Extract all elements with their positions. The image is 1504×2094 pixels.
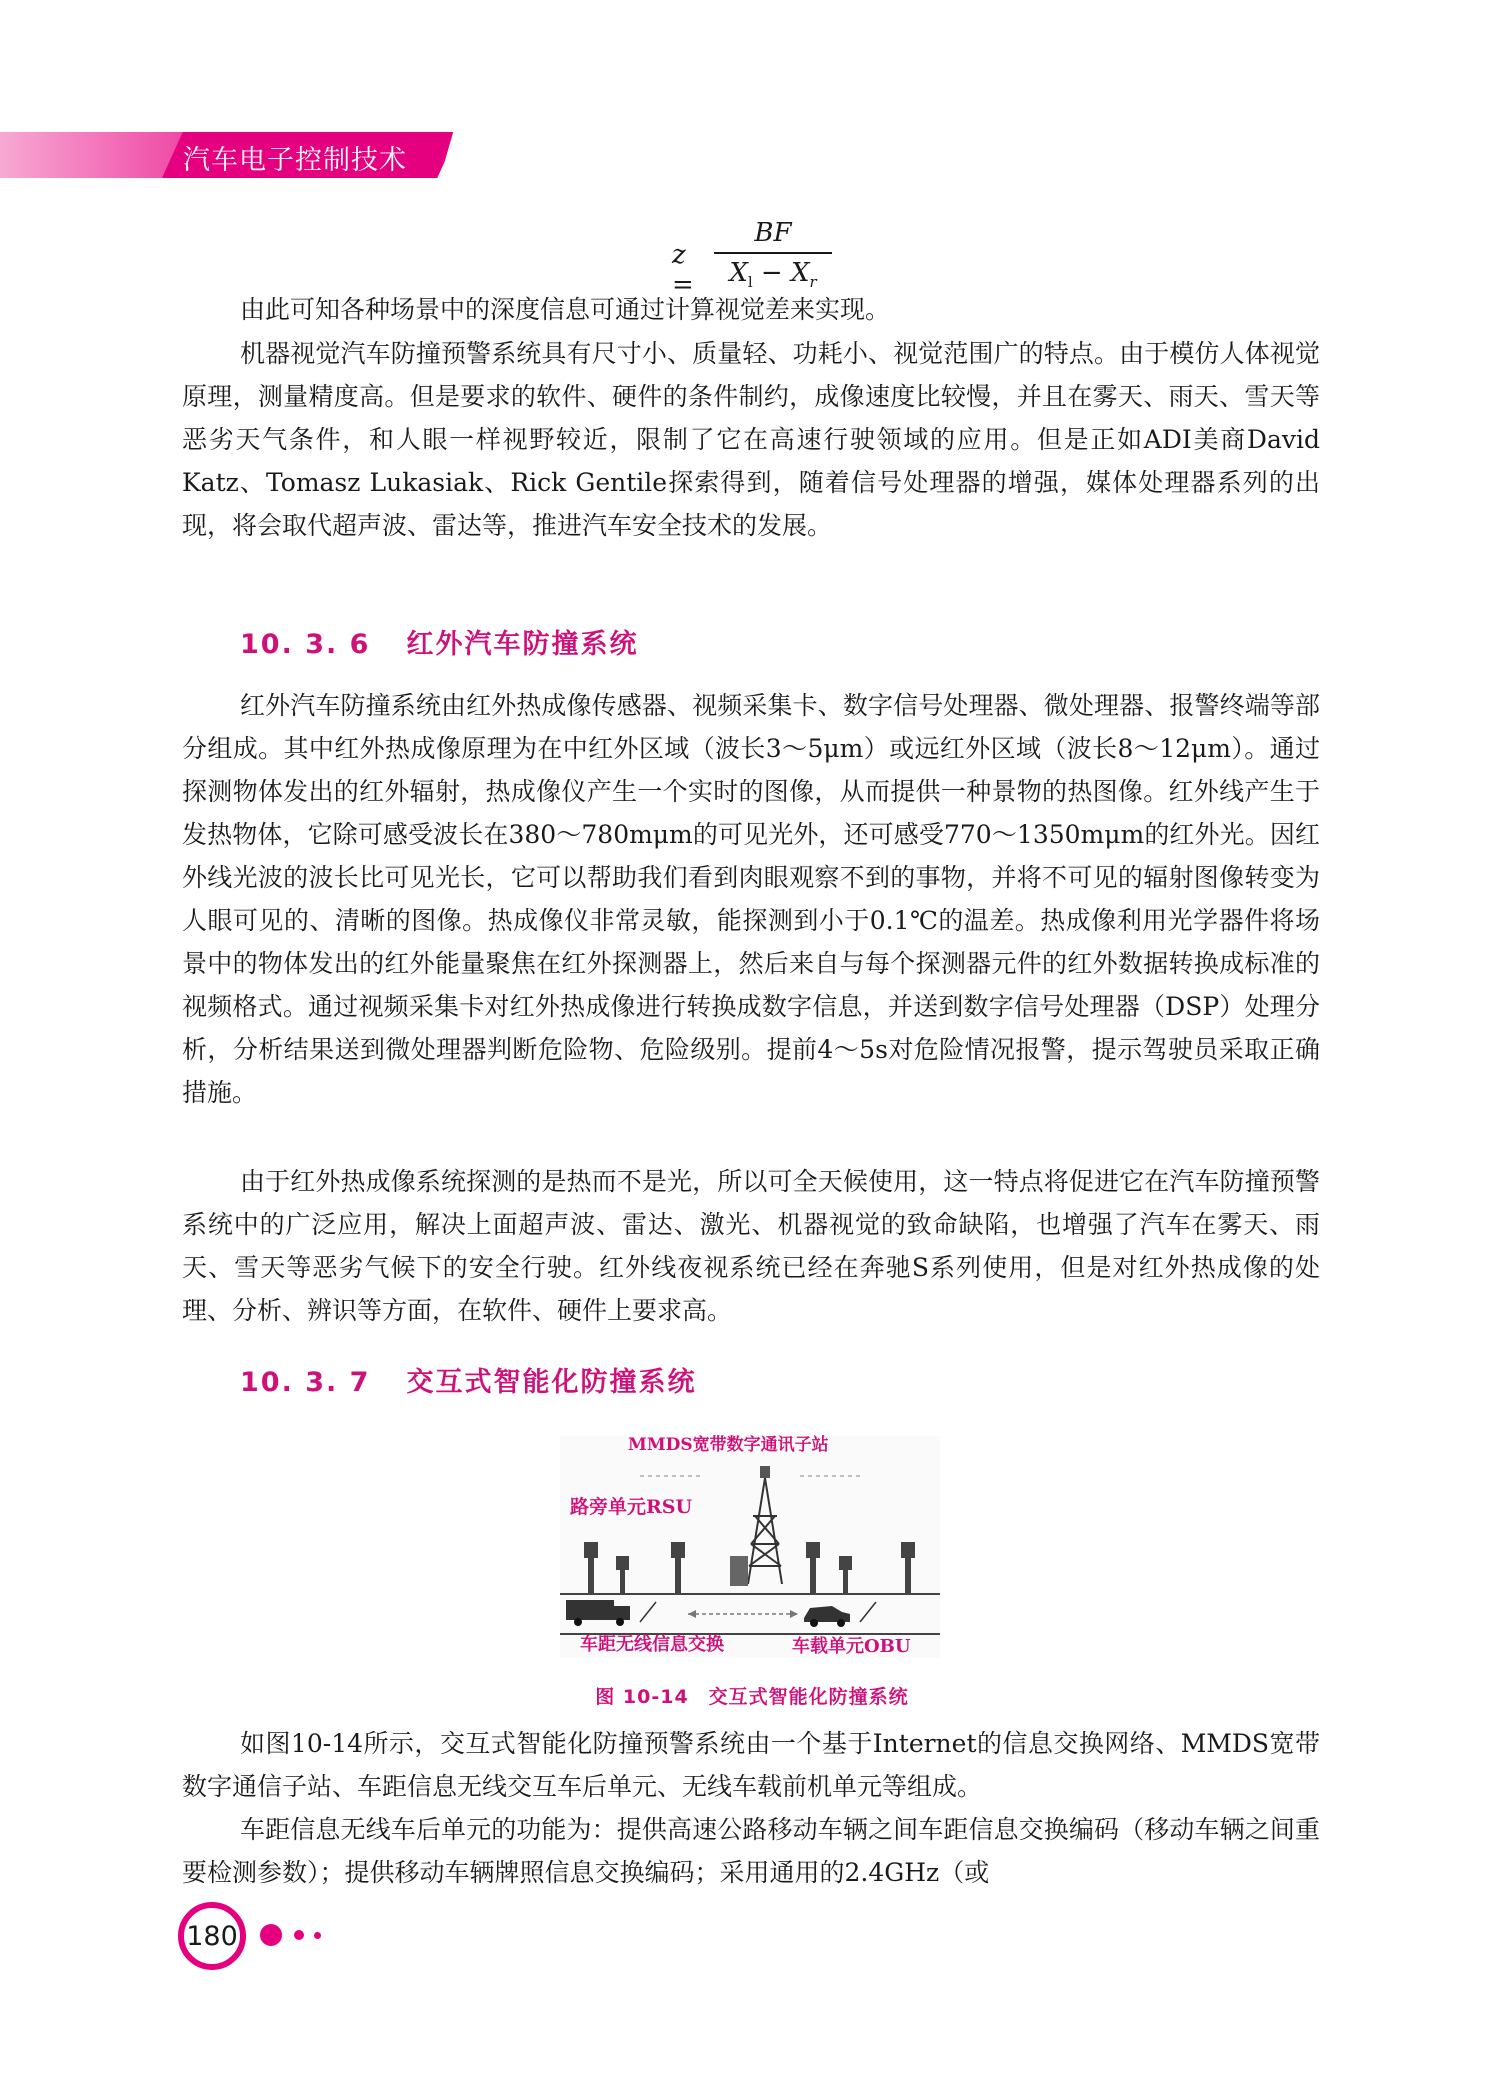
fraction-bar xyxy=(714,252,832,254)
building-icon xyxy=(730,1556,748,1586)
paragraph: 红外汽车防撞系统由红外热成像传感器、视频采集卡、数字信号处理器、微处理器、报警终端等部分组成。其中红外热成像原理为在中红外区域（波长3～5μm）或远红外区域（波长8～12μm）。通过探测物体发出的红外辐射，热成像仪产生一个实时的图像，从而提供一种景物的热图像。红外线产生于发热物体，它除可感受波长在380～780mμm的可见光外，还可感受770～1350mμm的红外光。因红外线光波的波长比可见光长，它可以帮助我们看到肉眼观察不到的事物，并将不可见的辐射图像转变为人眼可见的、清晰的图像。热成像仪非常灵敏，能探测到小于0.1℃的温差。热成像利用光学器件将场景中的物体发出的红外能量聚焦在红外探测器上，然后来自与每个探测器元件的红外数据转换成标准的视频格式。通过视频采集卡对红外热成像进行转换成数字信息，并送到数字信号处理器（DSP）处理分析，分析结果送到微处理器判断危险物、危险级别。提前4～5s对危险情况报警，提示驾驶员采取正确措施。 xyxy=(182,691,1320,1107)
section-heading-10-3-7 xyxy=(240,1360,696,1399)
page-number: 180 xyxy=(186,1921,238,1952)
label-rsu: 路旁单元RSU xyxy=(570,1496,693,1518)
formula-numerator: BF xyxy=(754,218,792,248)
den-x-right: X xyxy=(790,258,810,288)
paragraph: 由于红外热成像系统探测的是热而不是光，所以可全天候使用，这一特点将促进它在汽车防撞预警系统中的广泛应用，解决上面超声波、雷达、激光、机器视觉的致命缺陷，也增强了汽车在雾天、雨天、雪天等恶劣气候下的安全行驶。红外线夜视系统已经在奔驰S系列使用，但是对红外热成像的处理、分析、辨识等方面，在软件、硬件上要求高。 xyxy=(182,1167,1320,1325)
den-sub-r: r xyxy=(809,273,817,292)
den-sub-l: l xyxy=(747,273,753,292)
paragraph: 由此可知各种场景中的深度信息可通过计算视觉差来实现。 xyxy=(240,295,891,324)
figure-caption: 图 10-14 交互式智能化防撞系统 xyxy=(595,1686,909,1708)
den-x-left: X xyxy=(729,258,748,288)
car-icon xyxy=(804,1606,850,1627)
running-header xyxy=(0,132,470,178)
paragraph: 车距信息无线车后单元的功能为：提供高速公路移动车辆之间车距信息交换编码（移动车辆之间重要检测参数）；提供移动车辆牌照信息交换编码；采用通用的2.4GHz（或 xyxy=(182,1815,1320,1887)
book-title: 汽车电子控制技术 xyxy=(183,145,407,176)
decor-dot-small xyxy=(314,1932,321,1939)
formula-fraction xyxy=(714,218,832,291)
page-number-badge xyxy=(178,1902,246,1970)
section-title: 交互式智能化防撞系统 xyxy=(406,1367,697,1398)
truck-icon xyxy=(566,1600,630,1626)
system-diagram xyxy=(560,1436,940,1658)
section-heading-10-3-6 xyxy=(240,622,638,661)
formula-denominator xyxy=(714,258,832,291)
section-number: 10. 3. 6 xyxy=(240,629,371,660)
section-number: 10. 3. 7 xyxy=(240,1367,371,1398)
label-station: MMDS宽带数字通讯子站 xyxy=(628,1435,829,1455)
rsu-icons xyxy=(584,1542,915,1594)
decor-dot-medium xyxy=(294,1930,304,1940)
paragraph: 机器视觉汽车防撞预警系统具有尺寸小、质量轻、功耗小、视觉范围广的特点。由于模仿人体视觉原理，测量精度高。但是要求的软件、硬件的条件制约，成像速度比较慢，并且在雾天、雨天、雪天等恶劣天气条件，和人眼一样视野较近，限制了它在高速行驶领域的应用。但是正如ADI美商David Katz、Tomasz Lukasiak、Rick Gentile探索得到，随着信号处理器的增强，媒体处理器系列的出现，将会取代超声波、雷达等，推进汽车安全技术的发展。 xyxy=(182,339,1320,540)
paragraph: 如图10-14所示，交互式智能化防撞预警系统由一个基于Internet的信息交换网络、MMDS宽带数字通信子站、车距信息无线交互车后单元、无线车载前机单元等组成。 xyxy=(182,1729,1320,1801)
tower-icon xyxy=(748,1478,782,1584)
section-title: 红外汽车防撞系统 xyxy=(406,629,639,660)
label-exchange: 车距无线信息交换 xyxy=(580,1634,724,1655)
figure-10-14 xyxy=(560,1436,940,1658)
formula-lhs: z = xyxy=(672,240,694,300)
decor-dot-large xyxy=(260,1924,282,1946)
label-obu: 车载单元OBU xyxy=(792,1636,911,1657)
den-minus: − xyxy=(752,258,791,288)
